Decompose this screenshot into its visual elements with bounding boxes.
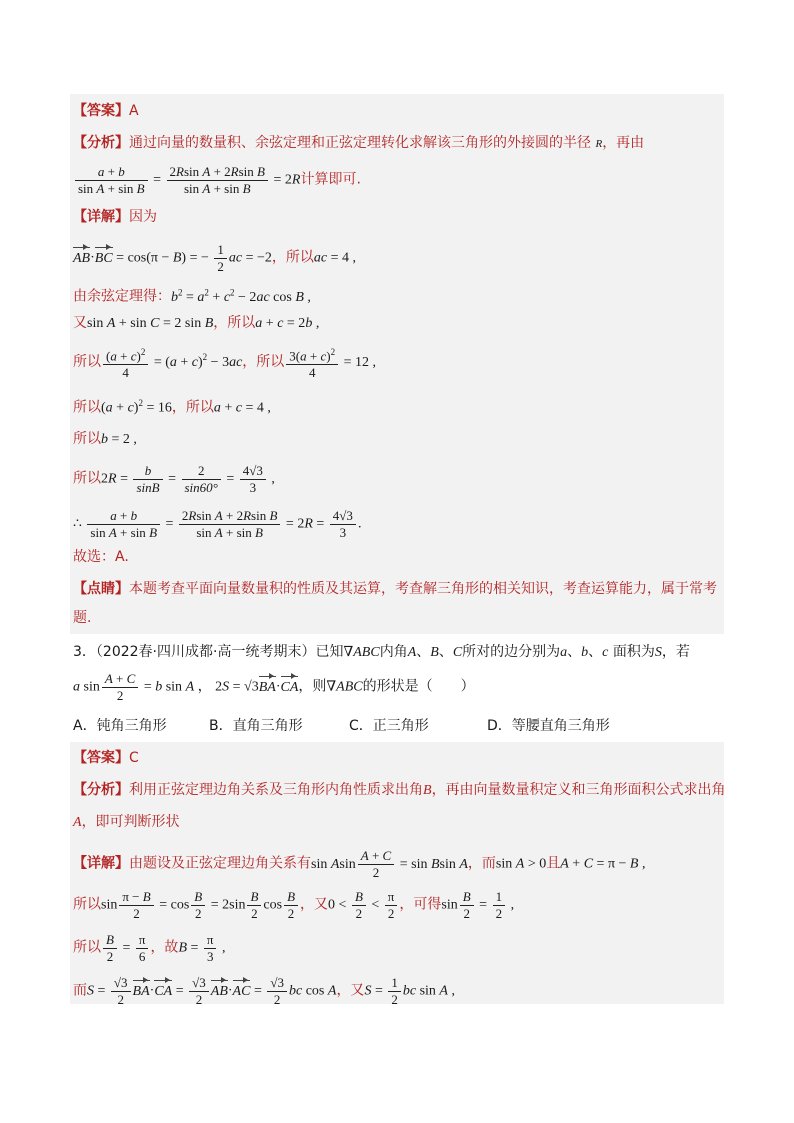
q3-analysis-line1: 利用正弦定理边角关系及三角形内角性质求出角 (129, 782, 423, 798)
q3-number: 3． (73, 644, 96, 660)
q2-also: 又 (73, 315, 87, 331)
q3-option-d: D．等腰直角三角形 (487, 718, 610, 734)
q2-answer-label: 【答案】 (73, 103, 129, 119)
q2-answer (73, 101, 139, 121)
q2-formula-ratio: $\frac{a + b}{\text{sin A + sin B}}$ = $\frac{\text{2Rsin A + 2Rsin B}}{\text{sin A + sin B}}$ = 2R计算即可. (73, 164, 361, 197)
q3-analysis-cont: A，即可判断形状 (73, 814, 180, 830)
q2-comment-line2: 题. (73, 610, 92, 626)
q2-so-ac: ，所以 (271, 249, 314, 266)
q3-step-area: 而S = $\frac{√3}{2}$ BA·CA = $\frac{√3}{2}$ AB·AC = $\frac{√3}{2}$ bc cos A，又S = $\frac{1}{2}$ bc sin A , (73, 975, 455, 1007)
q3-source: （2022春·四川成都·高一统考期末） (95, 644, 316, 660)
q3-option-a: A．钝角三角形 (73, 718, 167, 734)
q2-step-cosine-law: 由余弦定理得：$b^2 = a^2 + c^2 - 2ac$ cos B , (73, 287, 311, 305)
q2-step-b: 所以b = 2 , (73, 431, 137, 447)
q2-so-1: 所以 (227, 315, 256, 331)
q2-analysis-text: 通过向量的数量积、余弦定理和正弦定理转化求解该三角形的外接圆的半径 (129, 135, 591, 151)
q3-detail-label: 【详解】 (73, 855, 129, 872)
q3-detail-mid: ，而 (467, 855, 496, 872)
q3-stem-e: ，若 (661, 644, 690, 660)
q3-again: ，又 (336, 982, 365, 999)
q3-hence: ，故 (150, 939, 179, 956)
q2-therefore: ∴ (73, 516, 82, 532)
q2-step-conclusion: ∴ $\frac{a + b}{\text{sin A + sin B}}$ = $\frac{\text{2Rsin A + 2Rsin B}}{\text{sin A + sin B}}$ = 2R = $\frac{4√3}{3}$ . (73, 508, 362, 540)
q2-step-dot-product: AB·BC = cos(π − B) = − $\frac{1}{2}$ ac = −2，所以ac = 4 , (73, 242, 357, 274)
q3-step-half-angle: 所以sin $\frac{\pi - B}{2}$ = cos $\frac{B}{2}$ = 2sin $\frac{B}{2}$ cos $\frac{B}{2}$ ，又0 < $\frac{B}{2}$ < $\frac{\pi}{2}$ ，可得sin $\frac{B}{2}$ = $\frac{1}{2}$ , (73, 889, 515, 921)
q2-so-4: 所以 (73, 399, 101, 416)
q3-stem-c: 所对的边分别为 (462, 644, 561, 660)
q2-step-square: 所以 $\frac{(a + c)^2}{4}$ = $(a + c)^2 - 3ac$，所以 $\frac{3(a + c)^2}{4}$ = 12 , (73, 344, 376, 381)
q3-options (73, 716, 713, 736)
q2-analysis-var: R (595, 138, 603, 150)
q3-stem-line1: 3．（2022春·四川成都·高一统考期末）已知∇ABC内角A、B、C所对的边分别为a、b、c 面积为S，若 (73, 644, 690, 660)
q2-cosine-law: 由余弦定理得： (73, 288, 171, 305)
q2-step-sine-sum: 又sin A + sin C = 2 sin B，所以a + c = 2b , (73, 315, 320, 331)
q2-analysis (73, 133, 644, 154)
q3-analysis-label: 【分析】 (73, 782, 129, 798)
q2-detail-label: 【详解】 (73, 209, 129, 225)
q3-detail: 【详解】由题设及正弦定理边角关系有sin Asin $\frac{A + C}{2}$ = sin Bsin A，而sin A > 0且A + C = π − B , (73, 848, 646, 880)
q2-step-sum: 所以$(a + c)^2 = 16$，所以a + c = 4 , (73, 398, 271, 416)
q2-comment-label: 【点睛】 (73, 581, 129, 597)
q2-choose: 故选：A. (73, 549, 129, 565)
q2-step-2r: 所以2R = $\frac{b}{\sin B}$ = $\frac{2}{\sin 60^\circ}$ = $\frac{4√3}{3}$ , (73, 463, 275, 495)
q2-detail-text: 因为 (129, 209, 157, 225)
q3-answer (73, 748, 139, 768)
q3-while: 而 (73, 982, 87, 999)
q3-analysis-line1-end: ，再由向量数量积定义和三角形面积公式求出角 (431, 782, 726, 798)
q3-stem-a: 已知 (315, 644, 344, 660)
q3-shape-q2: 的形状是（ ） (362, 678, 475, 695)
q2-analysis-then: ，再由 (602, 135, 645, 151)
q3-get: ，可得 (399, 896, 442, 913)
q3-shape-q: ，则 (298, 678, 327, 695)
q2-so-5: 所以 (185, 399, 214, 416)
q3-step-angle-b: 所以 $\frac{B}{2}$ = $\frac{\pi}{6}$ ，故B = $\frac{\pi}{3}$ , (73, 932, 226, 964)
q3-also: ，又 (300, 896, 329, 913)
q2-comment (73, 579, 717, 599)
q2-analysis-end: 计算即可. (300, 171, 361, 188)
q2-so-2: 所以 (73, 353, 101, 370)
q3-stem-line2: a sin $\frac{A + C}{2}$ = b sin A ， 2S = √3BA·CA，则∇ABC的形状是（ ） (73, 671, 475, 703)
q3-answer-label: 【答案】 (73, 750, 129, 766)
q3-detail-and: 且 (546, 855, 561, 872)
q3-so-2: 所以 (73, 939, 101, 956)
q3-answer-value: C (129, 750, 139, 766)
q3-option-b: B．直角三角形 (209, 718, 303, 734)
q3-so-1: 所以 (73, 896, 101, 913)
q2-analysis-label: 【分析】 (73, 135, 129, 151)
q3-analysis-line2: ，即可判断形状 (81, 814, 180, 830)
q2-answer-value: A (129, 103, 139, 119)
q3-stem-d: 面积为 (612, 644, 655, 660)
q2-comment-line1: 本题考查平面向量数量积的性质及其运算，考查解三角形的相关知识，考查运算能力，属于常考 (129, 581, 717, 597)
q3-option-c: C．正三角形 (349, 718, 429, 734)
q2-detail (73, 207, 157, 227)
q3-stem-b: 内角 (379, 644, 408, 660)
q2-so-7: 所以 (73, 470, 101, 487)
q3-detail-text: 由题设及正弦定理边角关系有 (129, 855, 311, 872)
q2-so-3: 所以 (256, 353, 285, 370)
q2-so-6: 所以 (73, 431, 101, 447)
q3-analysis: 【分析】利用正弦定理边角关系及三角形内角性质求出角B，再由向量数量积定义和三角形面积公式求出角 (73, 782, 726, 798)
